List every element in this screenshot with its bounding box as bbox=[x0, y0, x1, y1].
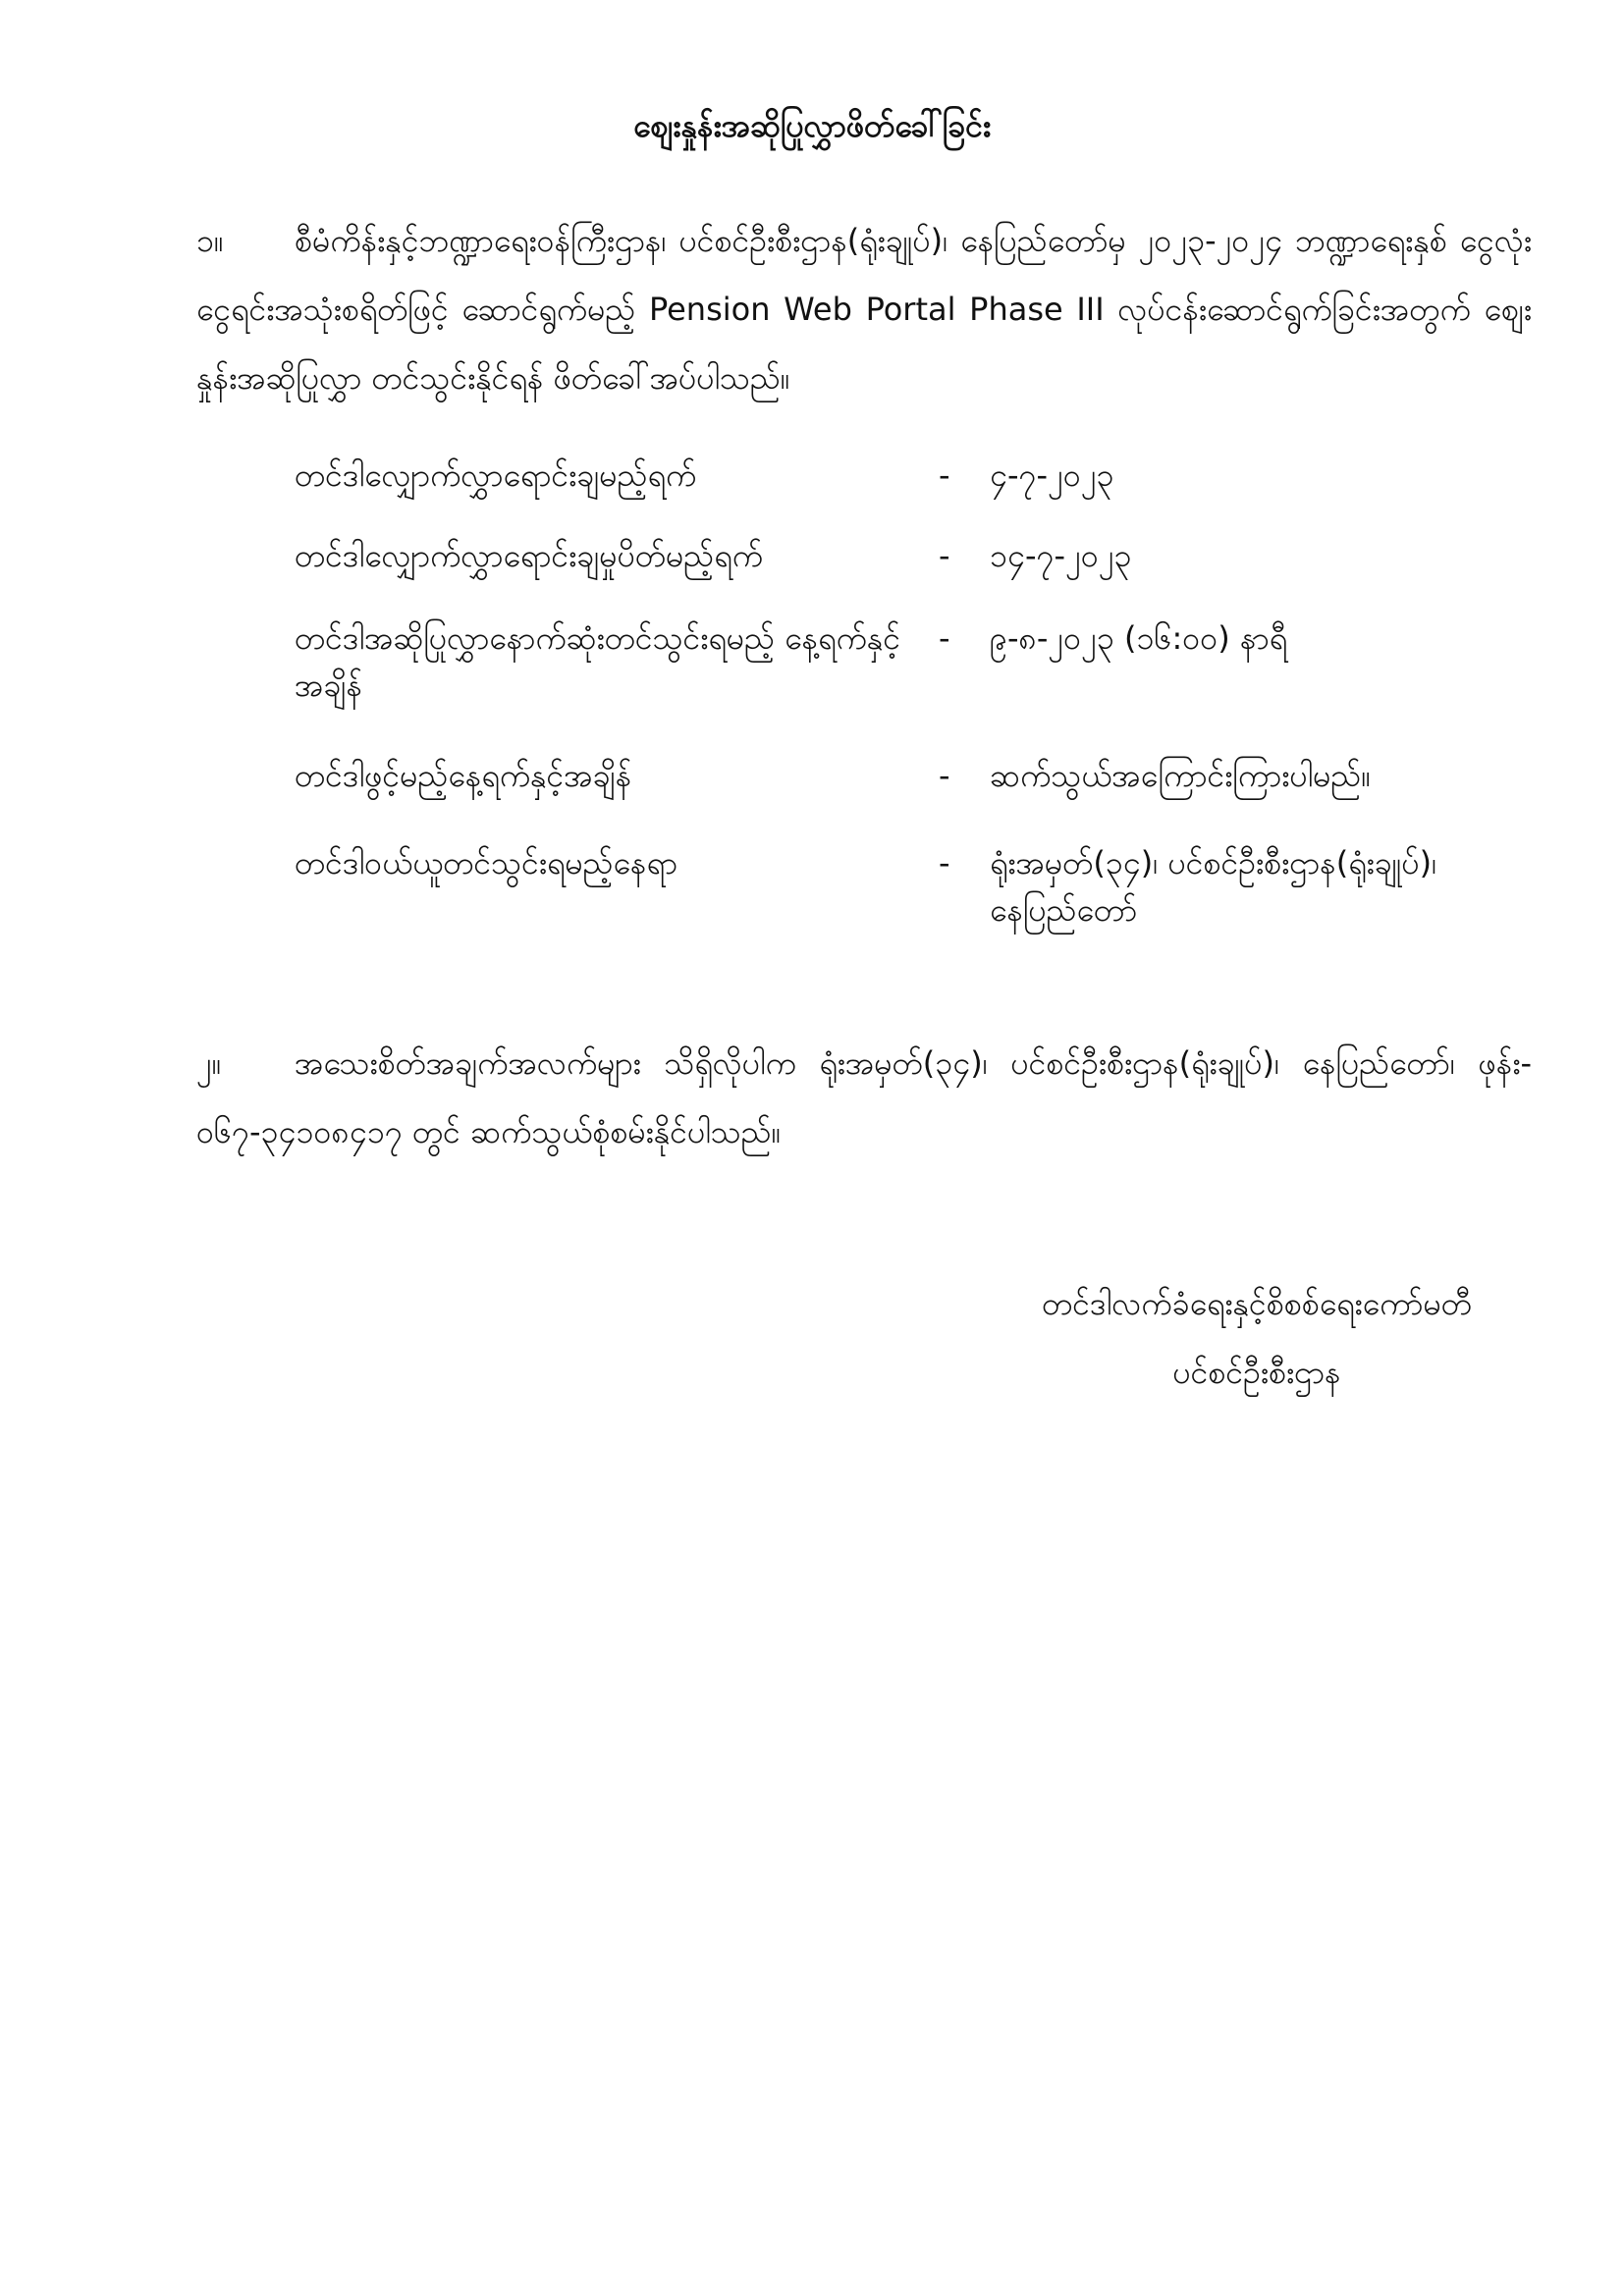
detail-label: တင်ဒါအဆိုပြုလွှာနောက်ဆုံးတင်သွင်းရမည့် နေ့ရက်နှင့်အချိန် bbox=[295, 619, 901, 704]
detail-value: ၉-၈-၂၀၂၃ (၁၆:၀၀) နာရီ bbox=[990, 619, 1287, 657]
detail-dash: - bbox=[939, 456, 950, 494]
document-title: စျေးနှုန်းအဆိုပြုလွှာဖိတ်ခေါ်ခြင်း bbox=[632, 107, 992, 144]
detail-label: တင်ဒါလျှောက်လွှာရောင်းချမည့်ရက် bbox=[295, 456, 697, 494]
paragraph-1 bbox=[196, 206, 1532, 412]
detail-dash: - bbox=[939, 537, 950, 574]
paragraph-1-number: ၁။ bbox=[196, 222, 224, 259]
paragraph-2-number: ၂။ bbox=[196, 1044, 222, 1082]
detail-dash: - bbox=[939, 844, 950, 881]
detail-value: ၁၄-၇-၂၀၂၃ bbox=[990, 537, 1132, 574]
signature-committee: တင်ဒါလက်ခံရေးနှင့်စိစစ်ရေးကော်မတီ bbox=[1042, 1285, 1472, 1322]
paragraph-2-text: အသေးစိတ်အချက်အလက်များ သိရှိလိုပါက ရုံးအမှတ်(၃၄)၊ ပင်စင်ဦးစီးဌာန(ရုံးချုပ်)၊ နေပြည်တော်၊ ဖုန်း- ၀၆၇-၃၄၁၀၈၄၁၇ တွင် ဆက်သွယ်စုံစမ်းနိုင်ပါသည်။ bbox=[196, 1044, 1532, 1150]
detail-value: ဆက်သွယ်အကြောင်းကြားပါမည်။ bbox=[990, 757, 1371, 794]
paragraph-1-text: စီမံကိန်းနှင့်ဘဏ္ဍာရေးဝန်ကြီးဌာန၊ ပင်စင်ဦးစီးဌာန(ရုံးချုပ်)၊ နေပြည်တော်မှ ၂၀၂၃-၂၀၂၄ ဘဏ္ဍာရေးနှစ် ငွေလုံးငွေရင်းအသုံးစရိတ်ဖြင့် ဆောင်ရွက်မည့် Pension Web Portal Phase III လုပ်ငန်းဆောင်ရွက်ခြင်းအတွက် စျေးနှုန်းအဆိုပြုလွှာ တင်သွင်းနိုင်ရန် ဖိတ်ခေါ်အပ်ပါသည်။ bbox=[196, 222, 1533, 397]
detail-label: တင်ဒါဖွင့်မည့်နေ့ရက်နှင့်အချိန် bbox=[295, 757, 632, 794]
detail-dash: - bbox=[939, 619, 950, 657]
detail-label: တင်ဒါလျှောက်လွှာရောင်းချမှုပိတ်မည့်ရက် bbox=[295, 537, 763, 574]
detail-value: ရုံးအမှတ်(၃၄)၊ ပင်စင်ဦးစီးဌာန(ရုံးချုပ်)၊ နေပြည်တော် bbox=[990, 844, 1437, 929]
detail-dash: - bbox=[939, 757, 950, 794]
detail-value: ၄-၇-၂၀၂၃ bbox=[990, 456, 1114, 494]
signature-department: ပင်စင်ဦးစီးဌာန bbox=[1172, 1354, 1341, 1391]
detail-label: တင်ဒါဝယ်ယူတင်သွင်းရမည့်နေရာ bbox=[295, 844, 677, 881]
paragraph-2 bbox=[196, 1029, 1532, 1166]
